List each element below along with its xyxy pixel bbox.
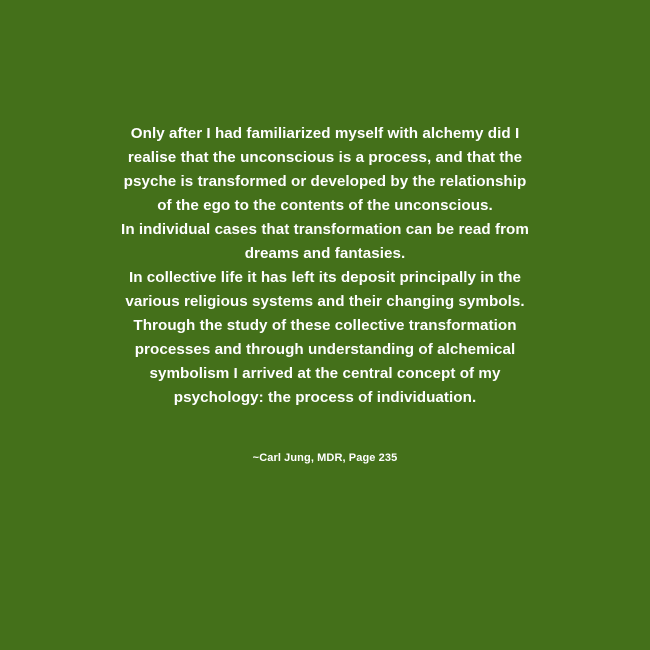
quote-paragraph-2: In individual cases that transformation can be read from dreams and fantasies. xyxy=(121,221,529,263)
quote-paragraph-1: Only after I had familiarized myself with alchemy did I realise that the unconscious is a process, and that the psyche is transformed or developed by the relationship of the ego to the contents of the unconscious. xyxy=(123,125,527,215)
quote-paragraph-3: In collective life it has left its deposit principally in the various religious systems and their changing symbols. xyxy=(125,269,525,311)
quote-attribution: ~Carl Jung, MDR, Page 235 xyxy=(252,452,398,465)
quote-paragraph-4: Through the study of these collective transformation processes and through understanding of alchemical symbolism I arrived at the central concept of my psychology: the process of individuation. xyxy=(133,317,517,407)
quote-text-block xyxy=(115,122,535,410)
